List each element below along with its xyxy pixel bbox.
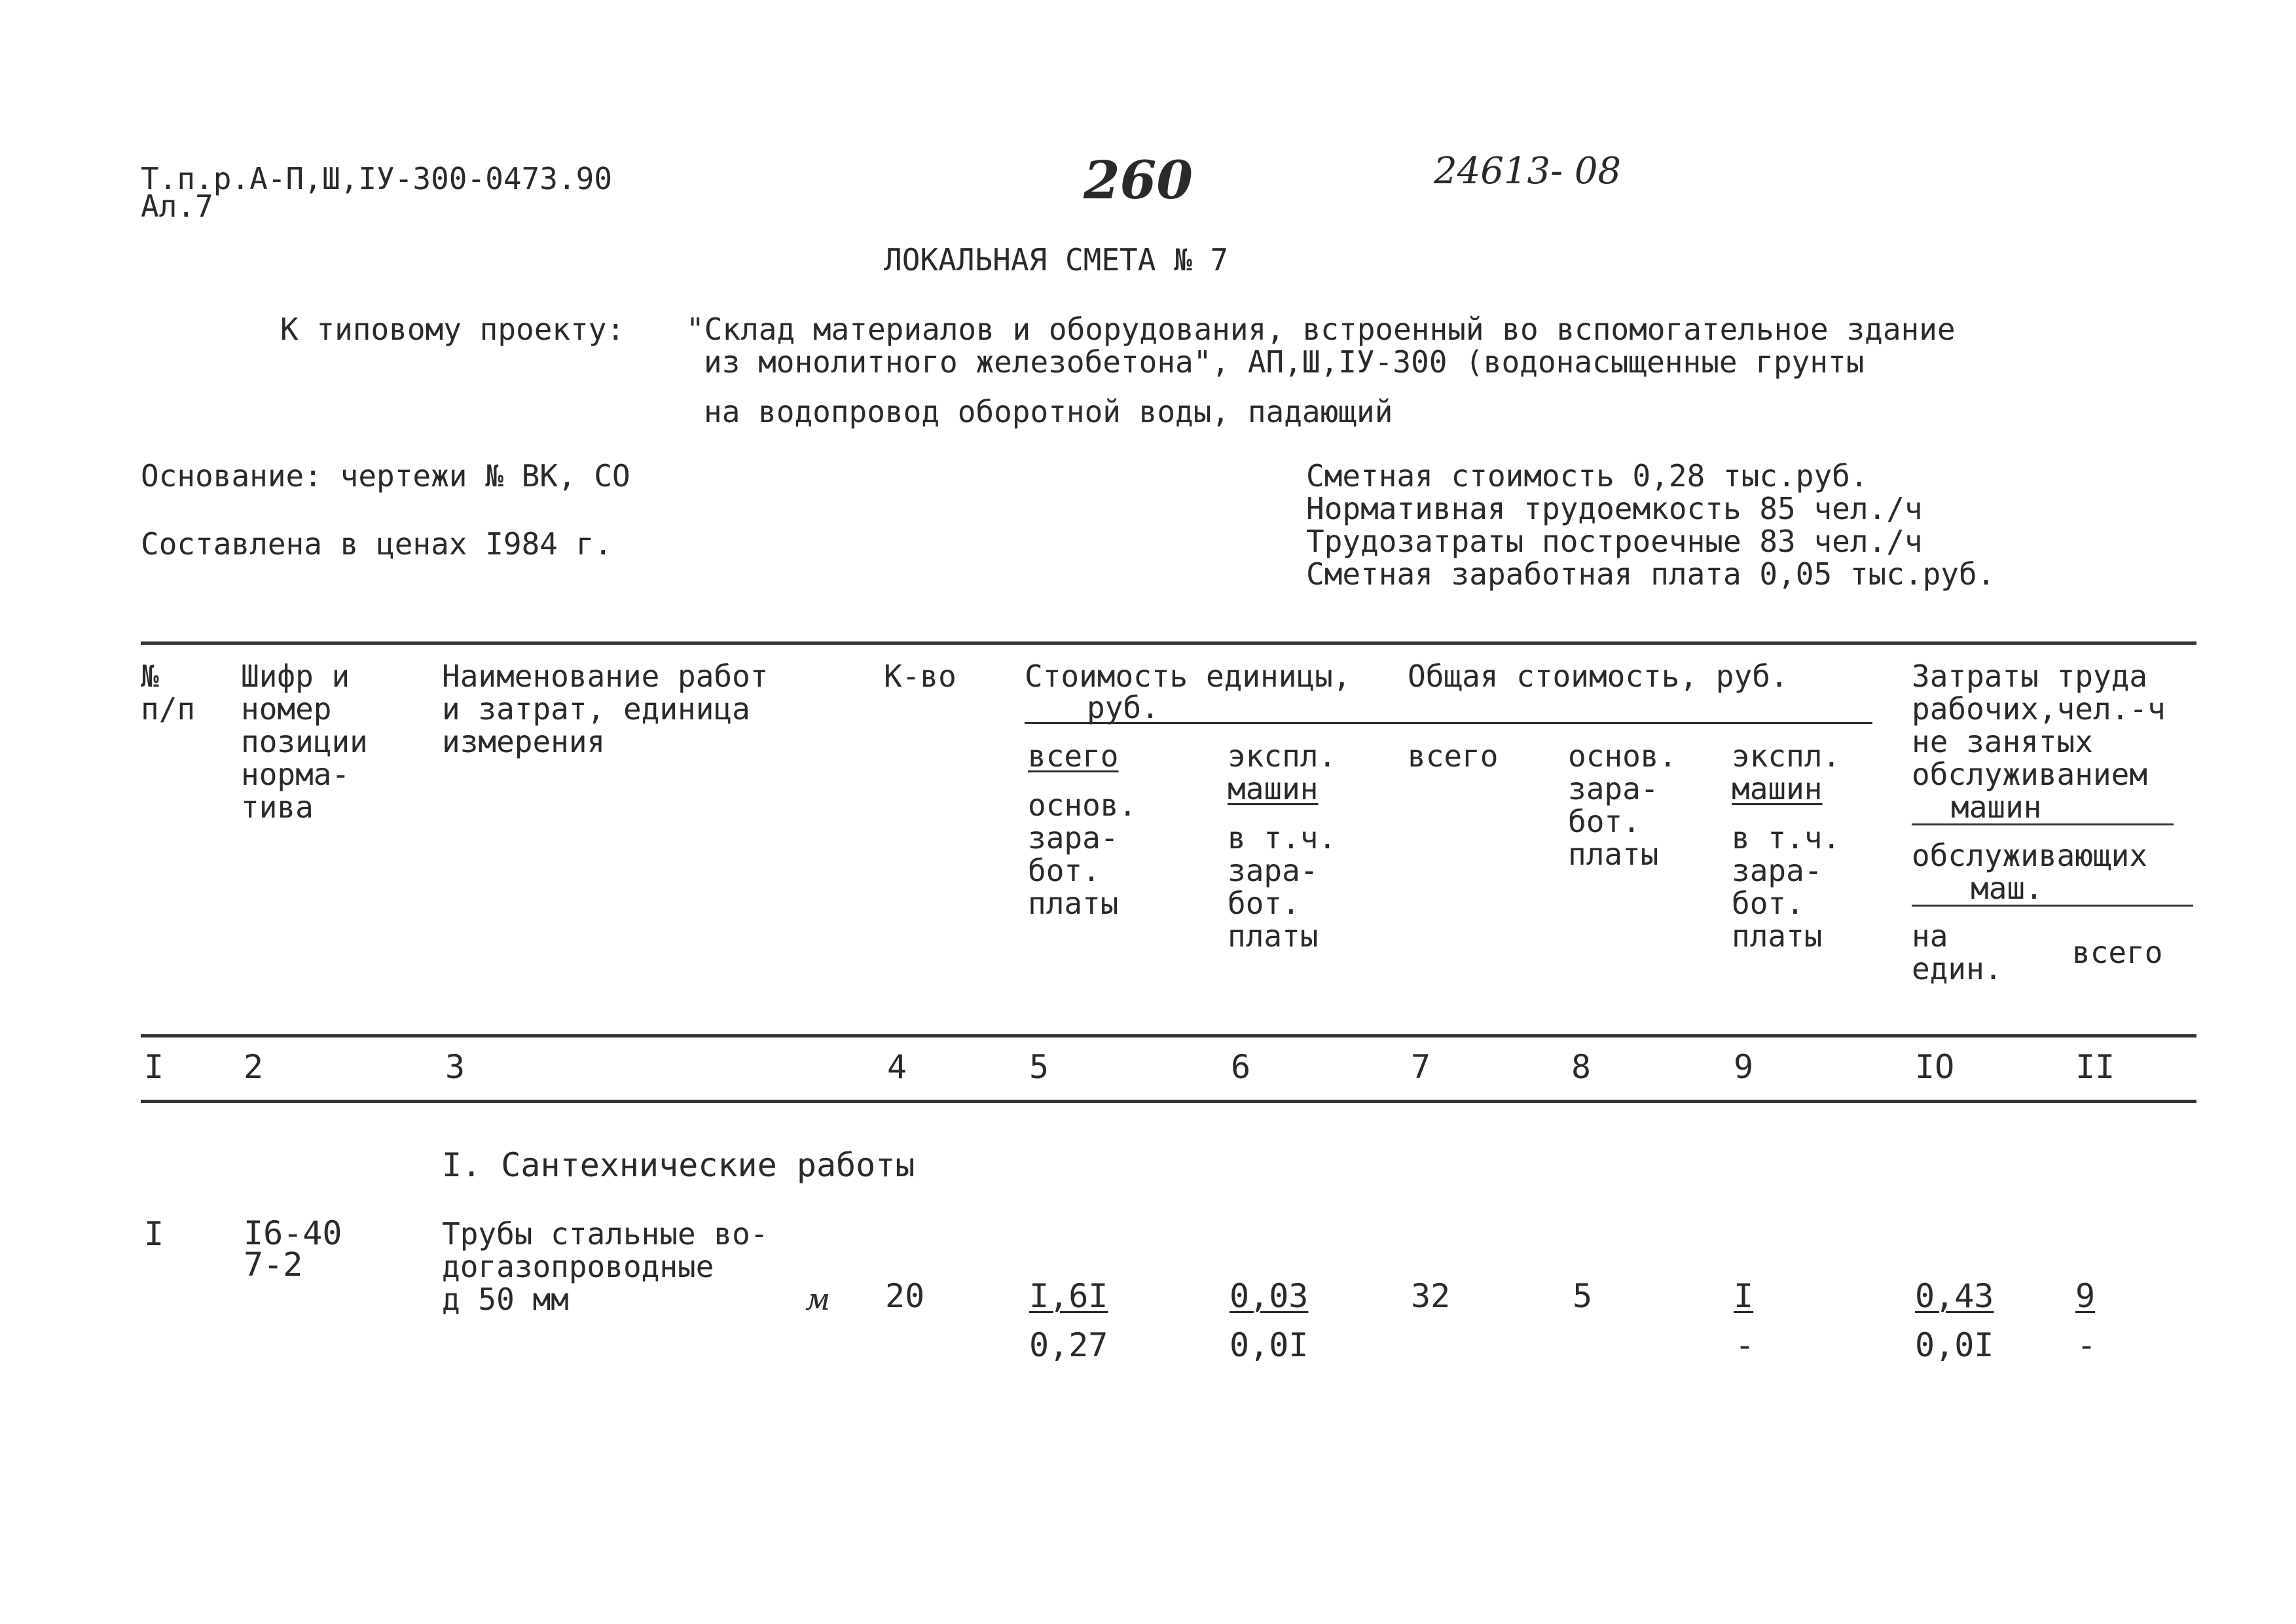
summary-labor-build: Трудозатраты построечные 83 чел./ч — [1306, 524, 1923, 559]
labor-sub2-rule — [1912, 905, 2193, 907]
header-col5-top: всего — [1028, 738, 1119, 774]
header-col5-bottom: основ. зара- бот. платы — [1028, 787, 1137, 921]
row-c6-bottom: 0,0I — [1230, 1326, 1309, 1364]
doc-code — [141, 162, 612, 223]
project-line2: из монолитного железобетона", АП,Ш,IУ-300 (водонасыщенные грунты — [704, 344, 1865, 380]
colnum-bottom-rule — [141, 1100, 2196, 1103]
header-col11: всего — [2072, 935, 2163, 970]
header-col6-top: экспл. машин — [1228, 738, 1337, 806]
doc-code-line1: Т.п.р.А-П,Ш,IУ-300-0473.90 — [141, 161, 613, 196]
header-col2: Шифр и номер позиции норма- тива — [241, 659, 368, 825]
row-name: Трубы стальные во- догазопроводные д 50 мм — [442, 1216, 769, 1317]
row-code: I6-40 7-2 — [244, 1214, 342, 1284]
project-line1: "Склад материалов и оборудования, встроенный во вспомогательное здание — [686, 312, 1956, 347]
column-number: 8 — [1571, 1048, 1592, 1086]
row-c10-top: 0,43 — [1915, 1277, 1994, 1315]
column-number: 6 — [1231, 1048, 1251, 1086]
row-c9-top: I — [1734, 1277, 1754, 1315]
column-number: 2 — [244, 1048, 264, 1086]
row-c10-bottom: 0,0I — [1915, 1326, 1994, 1364]
column-number: I — [144, 1048, 164, 1086]
header-col9-top: экспл. машин — [1732, 738, 1841, 806]
doc-code-line2: Ал.7 — [141, 189, 213, 224]
row-number: I — [144, 1215, 164, 1253]
column-number: IO — [1915, 1048, 1955, 1086]
header-col7: всего — [1408, 738, 1499, 774]
header-labor-sub2: обслуживающих маш. — [1912, 838, 2148, 906]
summary-wages: Сметная заработная плата 0,05 тыс.руб. — [1306, 556, 1995, 592]
header-col4: К-во — [884, 659, 957, 694]
summary-cost: Сметная стоимость 0,28 тыс.руб. — [1306, 458, 1868, 494]
summary-labor-norm: Нормативная трудоемкость 85 чел./ч — [1306, 491, 1923, 526]
column-number: 9 — [1734, 1048, 1754, 1086]
row-c7: 32 — [1411, 1277, 1451, 1315]
page-number: 260 — [1084, 149, 1193, 211]
row-c11-bottom: - — [2077, 1326, 2097, 1364]
header-total-cost-group: Общая стоимость, руб. — [1408, 659, 1789, 694]
project-line3: на водопровод оборотной воды, падающий — [704, 394, 1393, 429]
row-qty: 20 — [885, 1277, 925, 1315]
handwritten-code: 24613- 08 — [1434, 150, 1622, 192]
column-number: II — [2075, 1048, 2115, 1086]
basis-drawings: Основание: чертежи № ВК, СО — [141, 458, 630, 494]
project-label: К типовому проекту: — [280, 312, 625, 347]
header-labor-sub1: не занятых обслуживанием машин — [1912, 724, 2148, 825]
summary-block — [1306, 460, 1995, 590]
header-bottom-rule — [141, 1034, 2196, 1038]
header-col8: основ. зара- бот. платы — [1568, 738, 1677, 872]
row-c11-top: 9 — [2075, 1277, 2096, 1315]
row-c6-top: 0,03 — [1230, 1277, 1309, 1315]
header-unit-cost-group-2: руб. — [1087, 690, 1159, 725]
column-number: 5 — [1029, 1048, 1049, 1086]
row-c5-top: I,6I — [1029, 1277, 1108, 1315]
header-labor-group: Затраты труда рабочих,чел.-ч — [1912, 659, 2166, 727]
page-title: ЛОКАЛЬНАЯ СМЕТА № 7 — [884, 242, 1229, 278]
row-c5-bottom: 0,27 — [1029, 1326, 1108, 1364]
section-title: I. Сантехнические работы — [442, 1146, 915, 1184]
basis-prices: Составлена в ценах I984 г. — [141, 526, 613, 562]
table-top-rule — [141, 641, 2196, 645]
row-c9-bottom: - — [1735, 1326, 1755, 1364]
header-col1: № п/п — [141, 659, 196, 727]
column-number: 3 — [445, 1048, 465, 1086]
header-unit-cost-group: Стоимость единицы, — [1025, 659, 1351, 694]
header-col9-bottom: в т.ч. зара- бот. платы — [1732, 820, 1841, 954]
column-number: 7 — [1411, 1048, 1431, 1086]
column-number: 4 — [887, 1048, 907, 1086]
header-col10: на един. — [1912, 918, 2003, 986]
header-col6-bottom: в т.ч. зара- бот. платы — [1228, 820, 1337, 954]
row-unit: м — [805, 1282, 831, 1317]
header-col3: Наименование работ и затрат, единица измерения — [442, 659, 769, 759]
row-c8: 5 — [1573, 1277, 1593, 1315]
